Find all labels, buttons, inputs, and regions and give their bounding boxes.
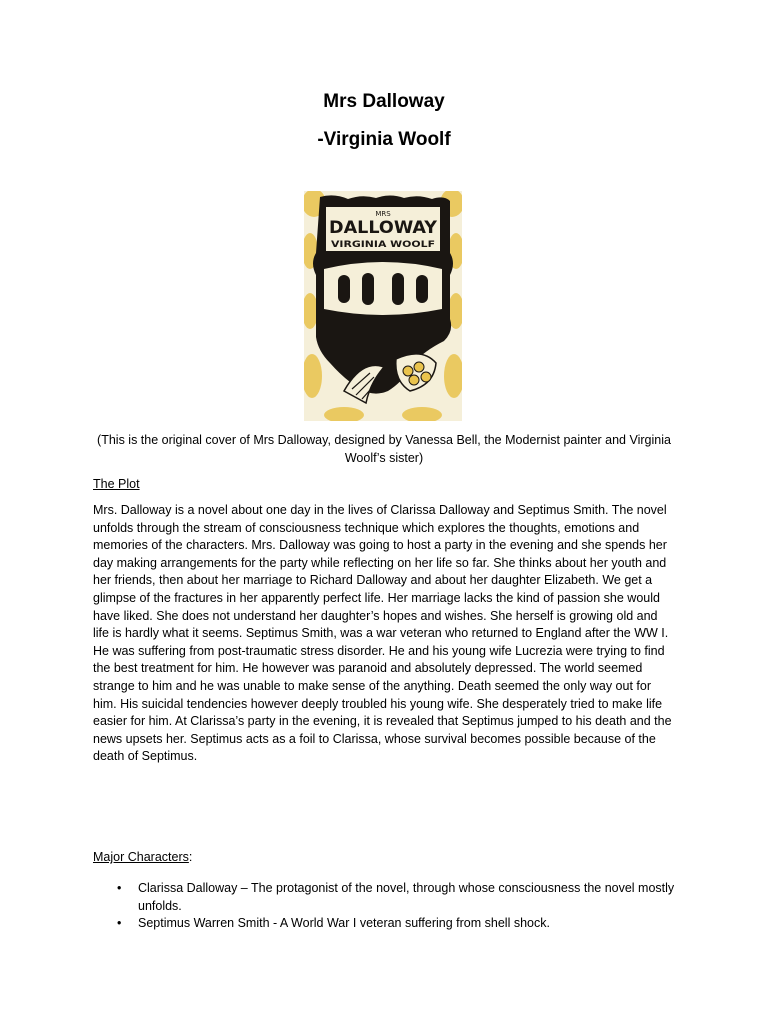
bullet-icon: • — [117, 881, 122, 895]
list-item — [93, 880, 683, 915]
characters-heading-label: Major Characters — [93, 850, 189, 864]
book-cover-image — [304, 191, 462, 421]
plot-heading: The Plot — [93, 477, 140, 491]
characters-list — [93, 880, 683, 933]
plot-paragraph: Mrs. Dalloway is a novel about one day in the lives of Clarissa Dalloway and Septimus Smith. The novel unfolds through the stream of consciousness technique which explores the thoughts, emotions and memories of the characters. Mrs. Dalloway was going to host a party in the evening and she spends her day making arrangements for the party while reflecting on her life so far. She thinks about her youth and her friends, then about her marriage to Richard Dalloway and about her daughter Elizabeth. We get a glimpse of the fractures in her apparently perfect life. Her marriage lacks the kind of passion she would have liked. She does not understand her daughter’s hopes and wishes. She herself is growing old and life is hardly what it seems. Septimus Smith, was a war veteran who returned to England after the WW I. He was suffering from post-traumatic stress disorder. He and his young wife Lucrezia were trying to find the best treatment for him. He however was paranoid and absolutely depressed. The world seemed strange to him and he was unable to make sense of the anything. Death seemed the only way out for him. His suicidal tendencies however deeply troubled his young wife. She desperately tried to make life easier for him. At Clarissa’s party in the evening, it is revealed that Septimus jumped to his death and the news upsets her. Septimus acts as a foil to Clarissa, whose survival becomes possible because of the death of Septimus. — [93, 503, 672, 764]
list-item — [93, 915, 683, 933]
cover-main-word: DALLOWAY — [329, 218, 438, 238]
plot-section — [93, 502, 676, 766]
cover-top-word: MRS — [375, 210, 391, 218]
cover-author-word: VIRGINIA WOOLF — [331, 240, 435, 250]
characters-heading — [93, 850, 192, 864]
author-line: -Virginia Woolf — [317, 129, 451, 150]
character-clarissa: Clarissa Dalloway – The protagonist of the novel, through whose consciousness the novel mostly unfolds. — [138, 881, 675, 913]
bullet-icon: • — [117, 916, 122, 931]
characters-heading-colon: : — [188, 850, 193, 864]
document-title: Mrs Dalloway — [323, 91, 445, 112]
cover-caption: (This is the original cover of Mrs Dalloway, designed by Vanessa Bell, the Modernist painter and Virginia Woolf’s sister) — [97, 433, 671, 465]
character-septimus: Septimus Warren Smith - A World War I veteran suffering from shell shock. — [138, 916, 550, 931]
